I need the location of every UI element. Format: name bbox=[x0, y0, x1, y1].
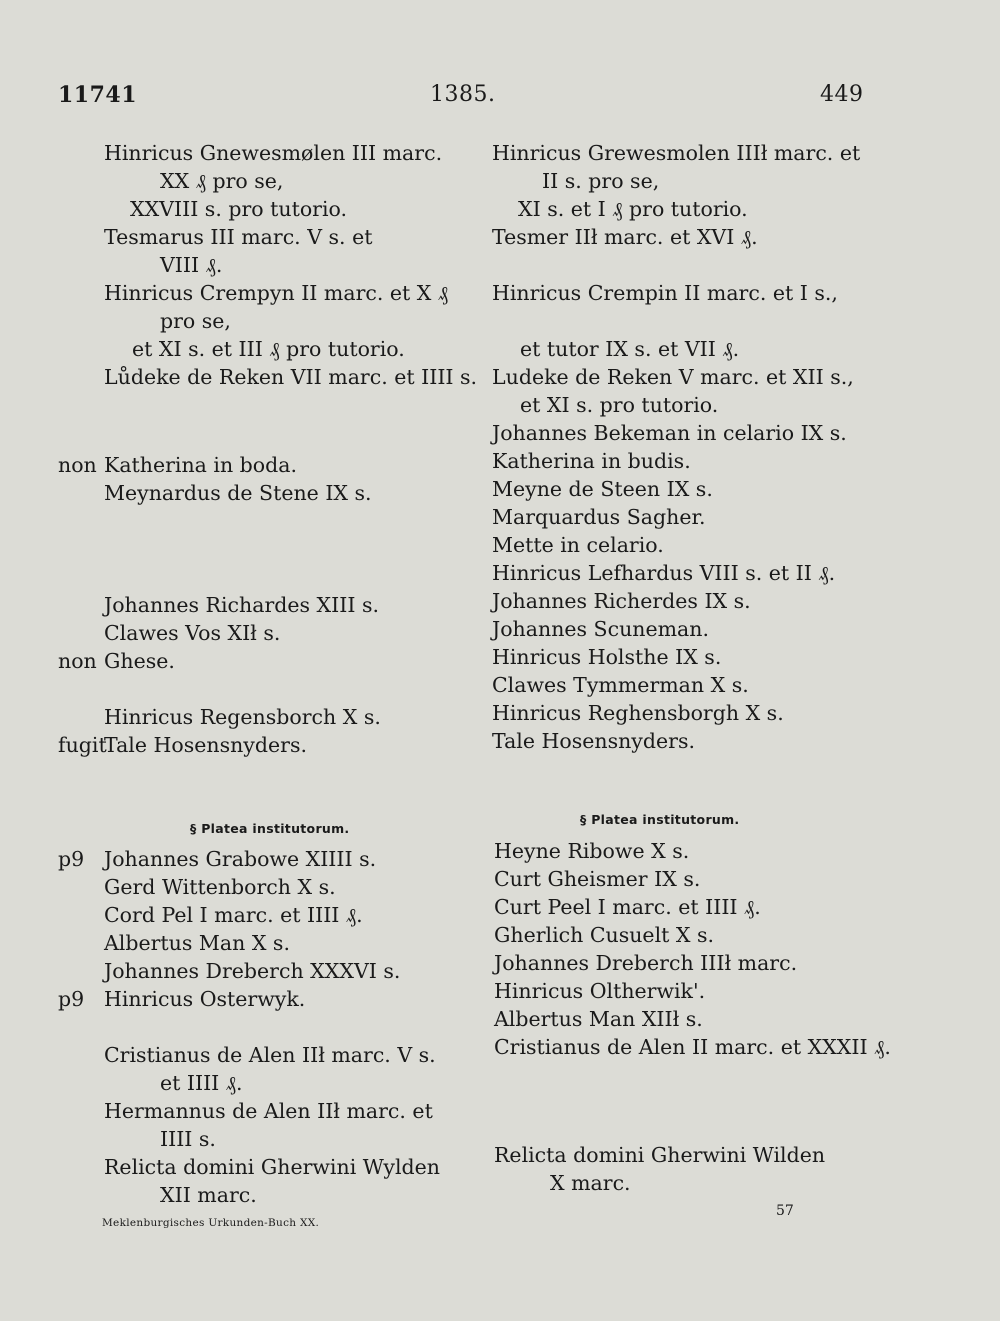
entry-line: Johannes Bekeman in celario IX s. bbox=[492, 421, 847, 445]
entry-line: Albertus Man XIIł s. bbox=[494, 1007, 703, 1031]
document-year: 1385. bbox=[430, 82, 496, 107]
entry-line: Cristianus de Alen IIł marc. V s. bbox=[104, 1043, 436, 1067]
entry-line: Hinricus Regensborch X s. bbox=[104, 705, 381, 729]
entry-line: Johannes Dreberch XXXVI s. bbox=[104, 959, 401, 983]
entry-line: Tale Hosensnyders. bbox=[492, 729, 695, 753]
section-heading: § Platea institutorum. bbox=[190, 821, 350, 836]
entry-line: Heyne Ribowe X s. bbox=[494, 839, 690, 863]
entry-line: Katherina in boda. bbox=[104, 453, 298, 477]
entry-line: Hinricus Crempin II marc. et I s., bbox=[492, 281, 838, 305]
entry-line: Curt Gheismer IX s. bbox=[494, 867, 701, 891]
entry-line: Cord Pel I marc. et IIII ₰. bbox=[104, 903, 363, 927]
entry-line: X marc. bbox=[550, 1171, 631, 1195]
entry-line: et XI s. et III ₰ pro tutorio. bbox=[132, 337, 405, 361]
entry-line: Hinricus Grewesmolen IIIł marc. et bbox=[492, 141, 861, 165]
entry-line: Meynardus de Stene IX s. bbox=[104, 481, 372, 505]
entry-line: Johannes Richardes XIII s. bbox=[104, 593, 379, 617]
entry-line: Relicta domini Gherwini Wylden bbox=[104, 1155, 440, 1179]
entry-line: Gherlich Cusuelt X s. bbox=[494, 923, 715, 947]
entry-line: Johannes Scuneman. bbox=[492, 617, 710, 641]
margin-note: non bbox=[58, 453, 97, 477]
entry-line: VIII ₰. bbox=[160, 253, 223, 277]
entry-line: Katherina in budis. bbox=[492, 449, 691, 473]
entry-line: XII marc. bbox=[160, 1183, 257, 1207]
entry-line: XI s. et I ₰ pro tutorio. bbox=[518, 197, 748, 221]
entry-line: et XI s. pro tutorio. bbox=[520, 393, 719, 417]
page-number: 449 bbox=[820, 82, 864, 107]
entry-line: Curt Peel I marc. et IIII ₰. bbox=[494, 895, 761, 919]
entry-line: II s. pro se, bbox=[542, 169, 660, 193]
entry-line: Hinricus Osterwyk. bbox=[104, 987, 306, 1011]
entry-line: Hinricus Oltherwik'. bbox=[494, 979, 706, 1003]
entry-line: Meyne de Steen IX s. bbox=[492, 477, 713, 501]
margin-note: p9 bbox=[58, 847, 85, 871]
entry-line: Johannes Richerdes IX s. bbox=[492, 589, 751, 613]
entry-line: XXVIII s. pro tutorio. bbox=[130, 197, 348, 221]
entry-line: Hinricus Reghensborgh X s. bbox=[492, 701, 784, 725]
entry-line: Johannes Grabowe XIIII s. bbox=[104, 847, 377, 871]
entry-line: IIII s. bbox=[160, 1127, 216, 1151]
entry-line: Tesmarus III marc. V s. et bbox=[104, 225, 373, 249]
entry-line: et tutor IX s. et VII ₰. bbox=[520, 337, 740, 361]
entry-line: Hinricus Lefhardus VIII s. et II ₰. bbox=[492, 561, 836, 585]
entry-line: Mette in celario. bbox=[492, 533, 664, 557]
entry-line: Cristianus de Alen II marc. et XXXII ₰. bbox=[494, 1035, 891, 1059]
entry-line: Clawes Vos XIł s. bbox=[104, 621, 281, 645]
document-number: 11741 bbox=[58, 82, 138, 108]
entry-line: Albertus Man X s. bbox=[104, 931, 290, 955]
entry-line: Hinricus Crempyn II marc. et X ₰ bbox=[104, 281, 449, 305]
entry-line: Gerd Wittenborch X s. bbox=[104, 875, 336, 899]
entry-line: Hermannus de Alen IIł marc. et bbox=[104, 1099, 433, 1123]
entry-line: Ludeke de Reken V marc. et XII s., bbox=[492, 365, 854, 389]
entry-line: et IIII ₰. bbox=[160, 1071, 243, 1095]
margin-note: non bbox=[58, 649, 97, 673]
entry-line: Hinricus Gnewesmølen III marc. bbox=[104, 141, 443, 165]
margin-note: p9 bbox=[58, 987, 85, 1011]
entry-line: Hinricus Holsthe IX s. bbox=[492, 645, 722, 669]
entry-line: Ghese. bbox=[104, 649, 175, 673]
entry-line: Relicta domini Gherwini Wilden bbox=[494, 1143, 826, 1167]
entry-line: XX ₰ pro se, bbox=[160, 169, 284, 193]
entry-line: Lůdeke de Reken VII marc. et IIII s. bbox=[104, 365, 478, 389]
entry-line: Marquardus Sagher. bbox=[492, 505, 706, 529]
entry-line: Clawes Tymmerman X s. bbox=[492, 673, 749, 697]
entry-line: Johannes Dreberch IIIł marc. bbox=[494, 951, 798, 975]
section-heading: § Platea institutorum. bbox=[580, 812, 740, 827]
entry-line: pro se, bbox=[160, 309, 231, 333]
entry-line: Tale Hosensnyders. bbox=[104, 733, 307, 757]
footer-publication: Meklenburgisches Urkunden-Buch XX. bbox=[102, 1217, 320, 1229]
entry-line: Tesmer IIł marc. et XVI ₰. bbox=[492, 225, 758, 249]
margin-note: fugit bbox=[58, 733, 107, 757]
footer-signature: 57 bbox=[776, 1203, 794, 1219]
